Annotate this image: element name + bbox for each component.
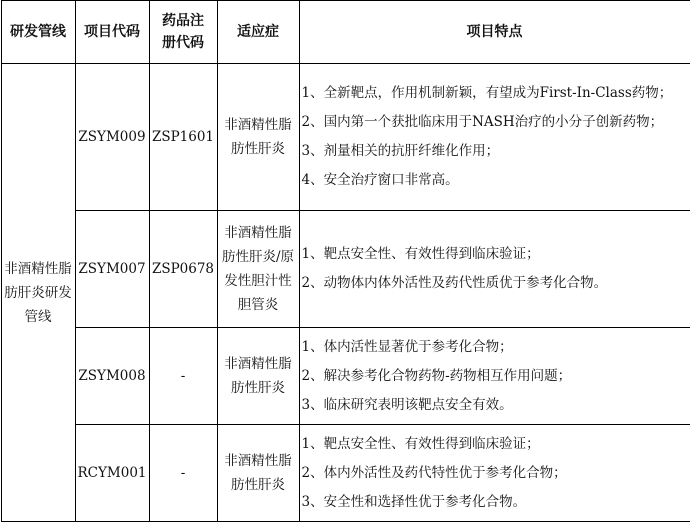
- feature-item: 2、国内第一个获批临床用于NASH治疗的小分子创新药物；: [302, 108, 688, 137]
- pipeline-cell: 非酒精性脂肪肝炎研发管线: [1, 64, 75, 522]
- reg-code-cell: -: [149, 328, 217, 425]
- reg-code-cell: ZSP0678: [149, 211, 217, 328]
- feature-item: 3、安全性和选择性优于参考化合物。: [302, 488, 688, 517]
- indication-cell: 非酒精性脂肪性肝炎: [217, 425, 299, 522]
- feature-item: 4、安全治疗窗口非常高。: [302, 166, 688, 195]
- feature-item: 1、靶点安全性、有效性得到临床验证；: [302, 430, 688, 459]
- feature-item: 2、动物体内体外活性及药代性质优于参考化合物。: [302, 269, 688, 298]
- feature-item: 3、剂量相关的抗肝纤维化作用；: [302, 137, 688, 166]
- feature-item: 3、临床研究表明该靶点安全有效。: [302, 391, 688, 420]
- indication-cell: 非酒精性脂肪性肝炎/原发性胆汁性胆管炎: [217, 211, 299, 328]
- header-reg-code: 药品注册代码: [149, 1, 217, 64]
- table-row: [1, 211, 690, 328]
- project-code-cell: ZSYM009: [75, 64, 149, 211]
- feature-item: 2、解决参考化合物药物-药物相互作用问题；: [302, 362, 688, 391]
- table-row: [1, 64, 690, 211]
- pipeline-table: [1, 0, 690, 522]
- header-features: 项目特点: [299, 1, 690, 64]
- project-code-cell: ZSYM008: [75, 328, 149, 425]
- feature-item: 1、靶点安全性、有效性得到临床验证；: [302, 240, 688, 269]
- reg-code-cell: -: [149, 425, 217, 522]
- features-cell: [299, 425, 690, 522]
- features-cell: [299, 328, 690, 425]
- table-row: [1, 328, 690, 425]
- features-cell: [299, 211, 690, 328]
- feature-item: 1、全新靶点，作用机制新颖，有望成为First-In-Class药物；: [302, 79, 688, 108]
- header-indication: 适应症: [217, 1, 299, 64]
- header-row: [1, 1, 690, 64]
- features-cell: [299, 64, 690, 211]
- project-code-cell: ZSYM007: [75, 211, 149, 328]
- indication-cell: 非酒精性脂肪性肝炎: [217, 328, 299, 425]
- reg-code-cell: ZSP1601: [149, 64, 217, 211]
- header-pipeline: 研发管线: [1, 1, 75, 64]
- project-code-cell: RCYM001: [75, 425, 149, 522]
- feature-item: 1、体内活性显著优于参考化合物；: [302, 333, 688, 362]
- indication-cell: 非酒精性脂肪性肝炎: [217, 64, 299, 211]
- table-row: [1, 425, 690, 522]
- header-project-code: 项目代码: [75, 1, 149, 64]
- feature-item: 2、体内外活性及药代特性优于参考化合物；: [302, 459, 688, 488]
